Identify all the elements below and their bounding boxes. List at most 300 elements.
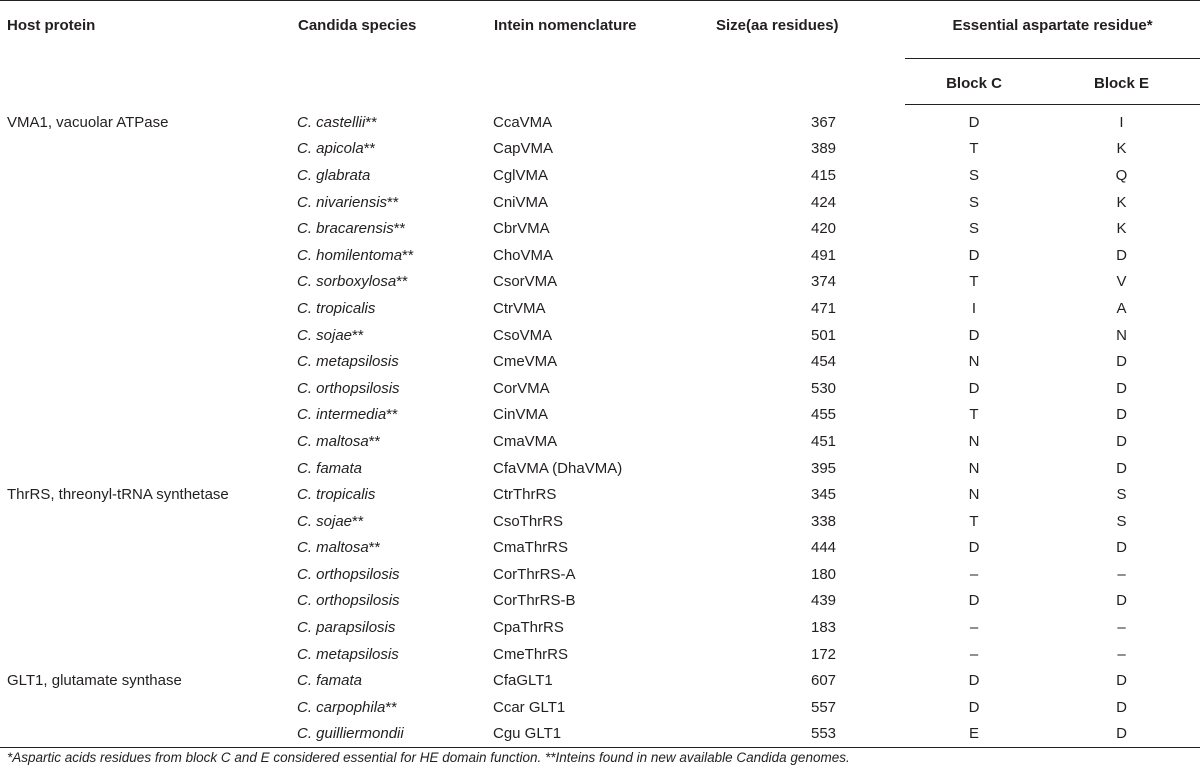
cell-block-e-text: D [1116,353,1127,371]
cell-species [297,641,493,668]
table-row [0,721,1200,748]
cell-intein-name [493,721,715,748]
cell-block-e-text: V [1116,273,1127,291]
cell-host-protein [0,215,297,242]
cell-block-c [905,375,1043,402]
cell-intein-name [493,105,715,136]
cell-block-e-text: D [1116,406,1127,424]
novel-genome-marker: ** [363,140,376,158]
table-row [0,136,1200,163]
cell-block-c-text: T [969,273,979,291]
cell-block-c-text: T [969,512,979,530]
cell-intein-name [493,667,715,694]
cell-block-e [1043,455,1200,482]
cell-intein-name-text: CorThrRS-A [493,565,576,583]
cell-block-e [1043,721,1200,748]
cell-species-text: C. carpophila [297,698,386,716]
cell-host-protein [0,375,297,402]
cell-block-c [905,694,1043,721]
cell-species [297,162,493,189]
cell-block-c [905,105,1043,136]
cell-block-e [1043,242,1200,269]
cell-species-text: C. famata [297,672,363,690]
cell-size [715,136,905,163]
cell-block-c-text: D [968,326,980,344]
cell-block-e-text: N [1116,326,1127,344]
table-row [0,295,1200,322]
cell-size [715,508,905,535]
cell-species [297,481,493,508]
cell-intein-name-text: CfaVMA (DhaVMA) [493,459,623,477]
cell-size [715,242,905,269]
cell-block-e [1043,136,1200,163]
cell-host-protein [0,242,297,269]
cell-species-text: C. metapsilosis [297,353,399,371]
cell-intein-name-text: CsoVMA [493,326,553,344]
cell-block-c-text: I [971,299,977,317]
cell-host-protein [0,535,297,562]
cell-size-text: 491 [811,246,837,264]
cell-block-c [905,322,1043,349]
cell-species [297,269,493,296]
cell-size-text: 439 [811,592,837,610]
table-row [0,508,1200,535]
cell-species [297,215,493,242]
cell-host-protein [0,295,297,322]
cell-species-text: C. orthopsilosis [297,565,400,583]
cell-species-text: C. glabrata [297,166,371,184]
novel-genome-marker: ** [365,113,378,131]
header-block-c: Block C [905,59,1043,105]
cell-intein-name [493,455,715,482]
cell-intein-name [493,535,715,562]
cell-intein-name-text: CtrThrRS [493,486,557,504]
cell-block-e-text: K [1116,193,1127,211]
cell-size-text: 451 [811,432,837,450]
cell-size [715,455,905,482]
table-row [0,105,1200,136]
cell-host-protein [0,641,297,668]
cell-block-c-text: D [968,698,980,716]
cell-block-e-text: S [1116,486,1127,504]
table-row [0,189,1200,216]
cell-species [297,561,493,588]
novel-genome-marker: ** [368,539,381,557]
cell-block-c [905,508,1043,535]
cell-block-e-text: I [1119,113,1124,131]
header-essential-aspartate: Essential aspartate residue* [905,1,1200,59]
table-header [0,1,1200,105]
cell-host-protein [0,614,297,641]
cell-host-protein [0,455,297,482]
cell-species-text: C. apicola [297,140,364,158]
cell-size [715,215,905,242]
cell-intein-name [493,162,715,189]
cell-block-e [1043,215,1200,242]
cell-intein-name [493,295,715,322]
header-host-protein: Host protein [0,1,297,105]
novel-genome-marker: ** [387,193,399,211]
cell-block-e-text: D [1116,698,1127,716]
cell-host-protein [0,667,297,694]
cell-block-c [905,136,1043,163]
cell-intein-name [493,348,715,375]
cell-block-c [905,242,1043,269]
cell-block-e-text: D [1116,725,1127,743]
cell-species-text: C. maltosa [297,539,369,557]
cell-host-protein-text: GLT1, glutamate synthase [7,672,182,690]
novel-genome-marker: ** [352,512,364,530]
cell-intein-name-text: Cgu GLT1 [493,725,562,743]
cell-intein-name-text: CtrVMA [493,299,546,317]
cell-species [297,535,493,562]
cell-size [715,614,905,641]
header-size: Size(aa residues) [715,1,905,105]
cell-size [715,189,905,216]
cell-intein-name-text: CorThrRS-B [493,592,576,610]
cell-host-protein [0,508,297,535]
novel-genome-marker: ** [402,246,414,264]
cell-block-e-text: – [1117,619,1126,637]
cell-block-e [1043,614,1200,641]
cell-species-text: C. maltosa [297,432,369,450]
cell-size [715,428,905,455]
cell-species-text: C. castellii [297,113,366,131]
cell-block-c [905,481,1043,508]
cell-species [297,614,493,641]
cell-size-text: 607 [811,672,837,690]
cell-host-protein-text: ThrRS, threonyl-tRNA synthetase [7,486,229,504]
cell-block-c-text: N [968,486,980,504]
novel-genome-marker: ** [386,406,398,424]
cell-host-protein [0,402,297,429]
cell-block-e-text: K [1116,220,1127,238]
cell-block-e [1043,348,1200,375]
cell-block-e [1043,428,1200,455]
table-row [0,481,1200,508]
cell-block-c [905,295,1043,322]
cell-species [297,189,493,216]
cell-species-text: C. homilentoma [297,246,403,264]
cell-intein-name [493,136,715,163]
cell-block-c-text: D [968,592,980,610]
cell-host-protein [0,105,297,136]
cell-size [715,105,905,136]
cell-intein-name-text: CcaVMA [493,113,553,131]
cell-host-protein [0,561,297,588]
cell-size-text: 455 [811,406,837,424]
cell-block-e [1043,694,1200,721]
cell-size [715,561,905,588]
cell-species-text: C. tropicalis [297,299,376,317]
cell-size-text: 345 [811,486,837,504]
cell-block-c-text: D [968,246,980,264]
cell-intein-name-text: CsorVMA [493,273,558,291]
cell-size-text: 395 [811,459,837,477]
cell-species-text: C. sojae [297,512,353,530]
cell-size-text: 415 [811,166,837,184]
cell-block-e [1043,481,1200,508]
cell-block-e [1043,375,1200,402]
cell-intein-name-text: CmaThrRS [493,539,569,557]
cell-intein-name [493,402,715,429]
cell-species [297,322,493,349]
cell-host-protein [0,694,297,721]
cell-block-e-text: Q [1115,166,1128,184]
cell-block-c-text: S [968,193,979,211]
cell-block-c-text: T [969,406,979,424]
cell-size-text: 180 [811,565,837,583]
cell-size-text: 557 [811,698,837,716]
cell-block-e-text: K [1116,140,1127,158]
cell-block-e-text: D [1116,592,1127,610]
cell-block-c [905,348,1043,375]
cell-size [715,269,905,296]
cell-size [715,402,905,429]
cell-intein-name [493,322,715,349]
cell-block-c [905,641,1043,668]
cell-size-text: 454 [811,353,837,371]
cell-block-c [905,561,1043,588]
table-row [0,375,1200,402]
table-row [0,641,1200,668]
cell-block-e [1043,535,1200,562]
header-block-e: Block E [1043,59,1200,105]
cell-species-text: C. sojae [297,326,353,344]
cell-species-text: C. orthopsilosis [297,592,400,610]
cell-block-c [905,215,1043,242]
cell-size-text: 338 [811,512,837,530]
cell-intein-name-text: CmaVMA [493,432,558,450]
cell-species-text: C. nivariensis [297,193,388,211]
table-row [0,215,1200,242]
cell-species [297,428,493,455]
cell-block-e [1043,162,1200,189]
table-row [0,242,1200,269]
cell-intein-name-text: CpaThrRS [493,619,564,637]
cell-block-c [905,269,1043,296]
cell-intein-name [493,269,715,296]
cell-size [715,588,905,615]
cell-intein-name-text: CmeThrRS [493,645,569,663]
cell-intein-name [493,588,715,615]
table-body [0,105,1200,748]
cell-block-e [1043,667,1200,694]
cell-host-protein [0,721,297,748]
cell-block-e-text: D [1116,672,1127,690]
cell-intein-name [493,242,715,269]
cell-block-c-text: N [968,459,980,477]
cell-species-text: C. intermedia [297,406,387,424]
cell-host-protein [0,481,297,508]
cell-size [715,481,905,508]
table-row [0,162,1200,189]
cell-block-c [905,455,1043,482]
cell-intein-name-text: Ccar GLT1 [493,698,566,716]
cell-block-e-text: – [1117,645,1126,663]
cell-block-c-text: – [969,565,979,583]
cell-size-text: 367 [811,113,837,131]
cell-block-e [1043,105,1200,136]
cell-size-text: 183 [811,619,837,637]
cell-block-e-text: D [1116,246,1127,264]
cell-intein-name-text: CglVMA [493,166,549,184]
cell-species [297,721,493,748]
cell-block-c [905,667,1043,694]
cell-species-text: C. orthopsilosis [297,379,400,397]
cell-species [297,242,493,269]
cell-block-e-text: S [1116,512,1127,530]
table-row [0,402,1200,429]
cell-intein-name-text: CmeVMA [493,353,558,371]
cell-block-c [905,402,1043,429]
cell-intein-name-text: ChoVMA [493,246,554,264]
cell-species [297,348,493,375]
cell-size [715,322,905,349]
cell-intein-name [493,614,715,641]
cell-size-text: 374 [811,273,837,291]
cell-block-e-text: D [1116,432,1127,450]
cell-species [297,402,493,429]
cell-species [297,136,493,163]
header-candida-species: Candida species [297,1,493,105]
cell-size [715,375,905,402]
table-footnote: *Aspartic acids residues from block C and E considered essential for HE domain function. **Inteins found in new available Candida genomes. [7,750,850,765]
novel-genome-marker: ** [396,273,408,291]
table-row [0,694,1200,721]
table-row [0,667,1200,694]
cell-size-text: 530 [811,379,837,397]
table-row [0,348,1200,375]
cell-size-text: 553 [811,725,837,743]
cell-intein-name-text: CapVMA [493,140,554,158]
cell-intein-name [493,428,715,455]
cell-block-e [1043,588,1200,615]
cell-block-c-text: T [969,140,979,158]
cell-species [297,508,493,535]
cell-block-e-text: A [1116,299,1127,317]
cell-host-protein [0,189,297,216]
cell-block-c [905,614,1043,641]
cell-block-c-text: S [968,166,979,184]
cell-block-c [905,588,1043,615]
cell-block-c-text: N [968,353,980,371]
novel-genome-marker: ** [368,432,381,450]
cell-block-c-text: – [969,645,979,663]
cell-species-text: C. famata [297,459,363,477]
cell-species-text: C. parapsilosis [297,619,396,637]
table-row [0,428,1200,455]
cell-host-protein [0,269,297,296]
cell-intein-name-text: CniVMA [493,193,549,211]
table-row [0,269,1200,296]
novel-genome-marker: ** [393,220,406,238]
cell-size [715,162,905,189]
cell-species-text: C. bracarensis [297,220,394,238]
cell-size [715,641,905,668]
cell-block-e-text: D [1116,539,1127,557]
cell-intein-name [493,481,715,508]
cell-block-c [905,428,1043,455]
cell-host-protein [0,162,297,189]
cell-block-c-text: S [968,220,979,238]
cell-intein-name-text: CfaGLT1 [493,672,553,690]
cell-block-e [1043,295,1200,322]
cell-block-c [905,535,1043,562]
cell-intein-name-text: CbrVMA [493,220,550,238]
cell-block-c-text: E [968,725,979,743]
cell-block-e [1043,508,1200,535]
cell-species [297,295,493,322]
cell-size [715,295,905,322]
cell-species [297,375,493,402]
cell-species [297,667,493,694]
table-row [0,561,1200,588]
cell-block-c [905,162,1043,189]
cell-size-text: 501 [811,326,837,344]
cell-size-text: 172 [811,645,837,663]
cell-size [715,721,905,748]
cell-block-c-text: D [968,539,980,557]
cell-size-text: 389 [811,140,837,158]
cell-host-protein [0,136,297,163]
cell-species-text: C. tropicalis [297,486,376,504]
cell-host-protein [0,588,297,615]
cell-block-c [905,721,1043,748]
cell-host-protein-text: VMA1, vacuolar ATPase [7,113,169,131]
cell-species [297,694,493,721]
cell-block-c-text: D [968,113,980,131]
cell-block-e [1043,561,1200,588]
cell-size-text: 444 [811,539,837,557]
cell-species-text: C. guilliermondii [297,725,404,743]
cell-intein-name [493,189,715,216]
cell-block-e [1043,189,1200,216]
cell-host-protein [0,348,297,375]
table-row [0,614,1200,641]
cell-host-protein [0,428,297,455]
cell-intein-name [493,215,715,242]
cell-block-e-text: D [1116,379,1127,397]
table-row [0,588,1200,615]
cell-block-c [905,189,1043,216]
cell-intein-name [493,508,715,535]
cell-block-c-text: D [968,379,980,397]
cell-size [715,348,905,375]
cell-intein-name-text: CsoThrRS [493,512,564,530]
cell-intein-name-text: CorVMA [493,379,550,397]
cell-block-c-text: – [969,619,979,637]
cell-species-text: C. metapsilosis [297,645,399,663]
cell-block-e-text: – [1117,565,1126,583]
cell-intein-name [493,375,715,402]
cell-block-e [1043,402,1200,429]
table-row [0,535,1200,562]
cell-species [297,588,493,615]
table-row [0,322,1200,349]
cell-block-e [1043,641,1200,668]
header-intein-nomenclature: Intein nomenclature [493,1,715,105]
cell-block-c-text: D [968,672,980,690]
table-row [0,455,1200,482]
novel-genome-marker: ** [385,698,398,716]
cell-size [715,694,905,721]
cell-intein-name-text: CinVMA [493,406,549,424]
cell-host-protein [0,322,297,349]
cell-size [715,535,905,562]
cell-intein-name [493,694,715,721]
cell-size-text: 420 [811,220,837,238]
